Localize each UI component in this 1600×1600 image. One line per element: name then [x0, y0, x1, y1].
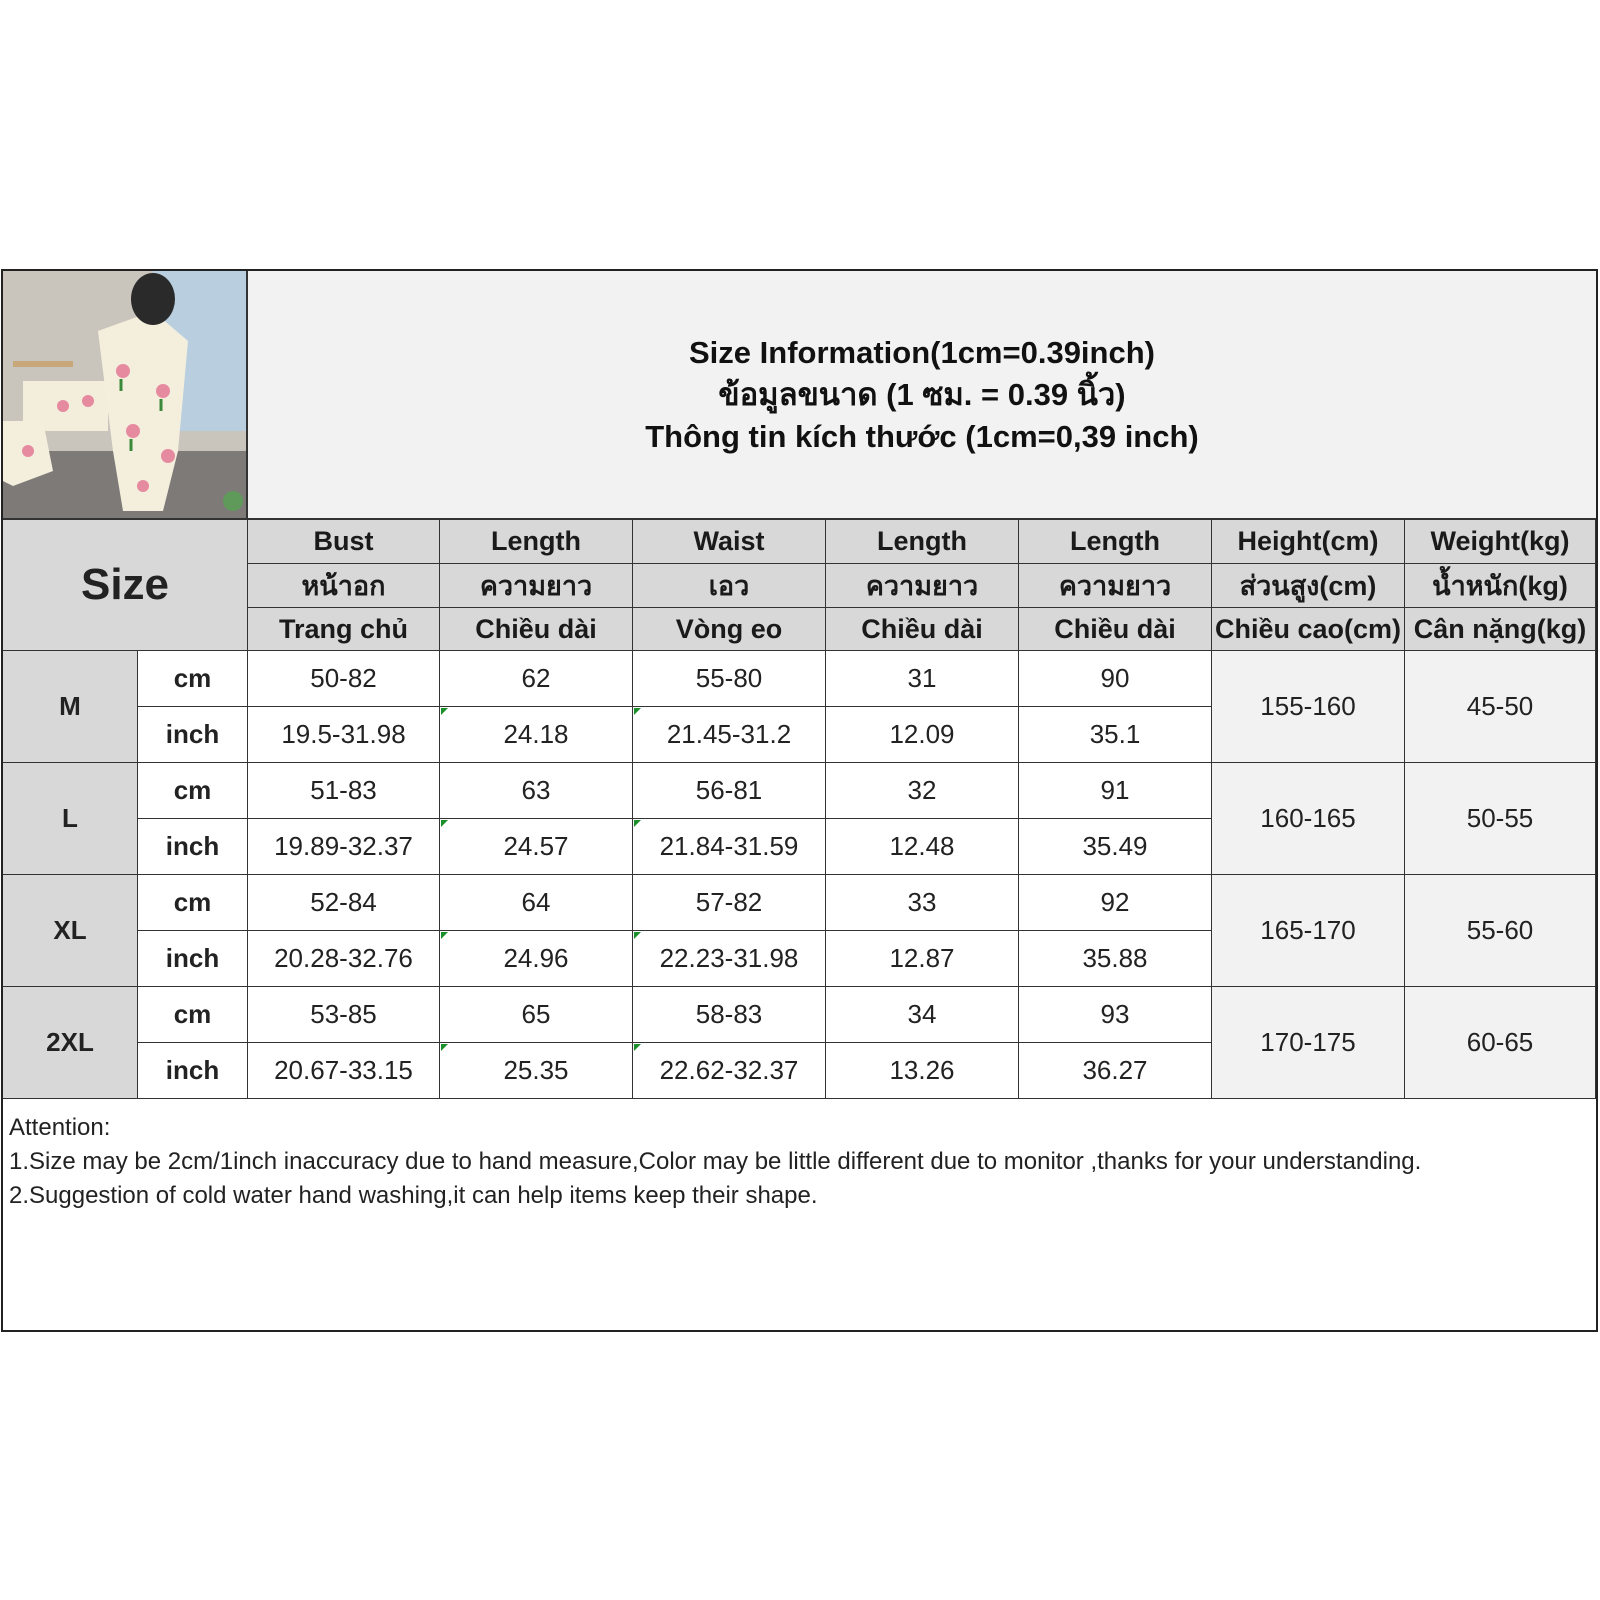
height-range-cell: 165-170 [1212, 875, 1405, 987]
cell-marker [634, 932, 641, 939]
measure-cell-cm: 64 [440, 875, 633, 931]
unit-label-inch: inch [138, 819, 248, 875]
weight-range-cell: 55-60 [1405, 875, 1596, 987]
measure-cell-inch: 35.49 [1019, 819, 1212, 875]
notes-heading: Attention: [9, 1114, 111, 1141]
measure-cell-inch: 24.18 [440, 707, 633, 763]
column-header-vi: Chiều dài [826, 608, 1019, 651]
measure-cell-inch: 12.87 [826, 931, 1019, 987]
measure-cell-inch: 12.48 [826, 819, 1019, 875]
column-header-th: เอว [633, 564, 826, 608]
column-header-th: น้ำหนัก(kg) [1405, 564, 1596, 608]
measure-cell-inch: 24.57 [440, 819, 633, 875]
size-label-cell: L [3, 763, 138, 875]
unit-label-cm: cm [138, 651, 248, 707]
cell-marker [634, 820, 641, 827]
measure-cell-cm: 92 [1019, 875, 1212, 931]
measure-cell-inch: 36.27 [1019, 1043, 1212, 1099]
height-range-cell: 170-175 [1212, 987, 1405, 1099]
cell-marker [441, 1044, 448, 1051]
measure-cell-cm: 65 [440, 987, 633, 1043]
column-header-th: ความยาว [826, 564, 1019, 608]
unit-label-cm: cm [138, 763, 248, 819]
unit-label-cm: cm [138, 875, 248, 931]
column-header-th: ความยาว [440, 564, 633, 608]
column-header-en: Waist [633, 520, 826, 564]
measure-cell-cm: 56-81 [633, 763, 826, 819]
attention-notes [3, 1105, 1596, 1219]
column-header-vi: Chiều dài [440, 608, 633, 651]
column-header-en: Length [1019, 520, 1212, 564]
cell-marker [634, 1044, 641, 1051]
column-header-th: หน้าอก [248, 564, 440, 608]
measure-cell-cm: 31 [826, 651, 1019, 707]
measure-cell-inch: 21.45-31.2 [633, 707, 826, 763]
column-header-en: Bust [248, 520, 440, 564]
weight-range-cell: 50-55 [1405, 763, 1596, 875]
note-line-2: 2.Suggestion of cold water hand washing,it can help items keep their shape. [9, 1182, 818, 1209]
measure-cell-cm: 58-83 [633, 987, 826, 1043]
column-header-th: ความยาว [1019, 564, 1212, 608]
measure-cell-cm: 63 [440, 763, 633, 819]
measure-cell-inch: 21.84-31.59 [633, 819, 826, 875]
cell-marker [634, 708, 641, 715]
cell-marker [441, 932, 448, 939]
measure-cell-cm: 91 [1019, 763, 1212, 819]
measure-cell-inch: 35.88 [1019, 931, 1212, 987]
unit-label-inch: inch [138, 1043, 248, 1099]
measure-cell-inch: 19.89-32.37 [248, 819, 440, 875]
measure-cell-cm: 34 [826, 987, 1019, 1043]
weight-range-cell: 45-50 [1405, 651, 1596, 763]
column-header-vi: Chiều dài [1019, 608, 1212, 651]
column-header-en: Length [440, 520, 633, 564]
measure-cell-inch: 13.26 [826, 1043, 1019, 1099]
measure-cell-inch: 12.09 [826, 707, 1019, 763]
measure-cell-inch: 24.96 [440, 931, 633, 987]
measure-cell-inch: 35.1 [1019, 707, 1212, 763]
unit-label-inch: inch [138, 931, 248, 987]
title-box [248, 271, 1596, 520]
column-header-vi: Chiều cao(cm) [1212, 608, 1405, 651]
measure-cell-cm: 62 [440, 651, 633, 707]
measure-cell-cm: 90 [1019, 651, 1212, 707]
unit-label-inch: inch [138, 707, 248, 763]
height-range-cell: 160-165 [1212, 763, 1405, 875]
column-header-en: Length [826, 520, 1019, 564]
size-label-cell: M [3, 651, 138, 763]
unit-label-cm: cm [138, 987, 248, 1043]
measure-cell-cm: 51-83 [248, 763, 440, 819]
measure-cell-inch: 20.67-33.15 [248, 1043, 440, 1099]
measure-cell-inch: 22.62-32.37 [633, 1043, 826, 1099]
column-header-vi: Trang chủ [248, 608, 440, 651]
measure-cell-inch: 19.5-31.98 [248, 707, 440, 763]
column-header-vi: Cân nặng(kg) [1405, 608, 1596, 651]
size-chart-sheet [1, 269, 1598, 1332]
cell-marker [441, 820, 448, 827]
product-photo [3, 271, 248, 520]
measure-cell-inch: 20.28-32.76 [248, 931, 440, 987]
column-header-en: Height(cm) [1212, 520, 1405, 564]
size-header: Size [3, 520, 248, 651]
column-header-vi: Vòng eo [633, 608, 826, 651]
cell-marker [441, 708, 448, 715]
height-range-cell: 155-160 [1212, 651, 1405, 763]
measure-cell-inch: 22.23-31.98 [633, 931, 826, 987]
measure-cell-cm: 33 [826, 875, 1019, 931]
measure-cell-cm: 52-84 [248, 875, 440, 931]
column-header-th: ส่วนสูง(cm) [1212, 564, 1405, 608]
note-line-1: 1.Size may be 2cm/1inch inaccuracy due to hand measure,Color may be little different due to monitor ,thanks for your understanding. [9, 1148, 1422, 1175]
weight-range-cell: 60-65 [1405, 987, 1596, 1099]
measure-cell-cm: 50-82 [248, 651, 440, 707]
measure-cell-cm: 53-85 [248, 987, 440, 1043]
column-header-en: Weight(kg) [1405, 520, 1596, 564]
title-english: Size Information(1cm=0.39inch) [689, 334, 1155, 370]
measure-cell-cm: 57-82 [633, 875, 826, 931]
measure-cell-cm: 93 [1019, 987, 1212, 1043]
measure-cell-cm: 32 [826, 763, 1019, 819]
size-label-cell: XL [3, 875, 138, 987]
title-vietnamese: Thông tin kích thước (1cm=0,39 inch) [645, 418, 1199, 454]
title-thai: ข้อมูลขนาด (1 ซม. = 0.39 นิ้ว) [718, 376, 1126, 412]
measure-cell-inch: 25.35 [440, 1043, 633, 1099]
product-photo-illustration [3, 271, 246, 518]
size-label-cell: 2XL [3, 987, 138, 1099]
measure-cell-cm: 55-80 [633, 651, 826, 707]
